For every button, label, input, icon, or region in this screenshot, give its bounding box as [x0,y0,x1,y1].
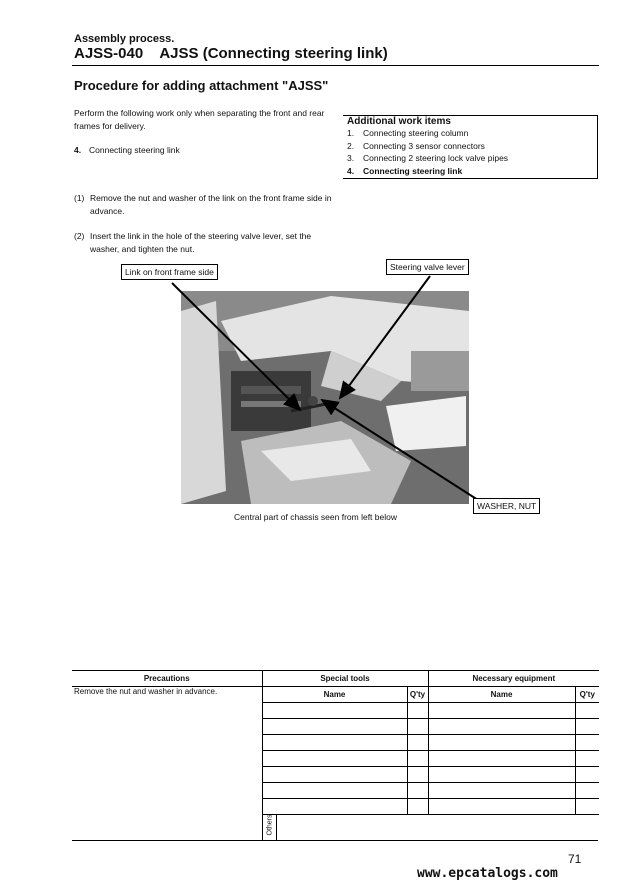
step-1-text: Remove the nut and washer of the link on the front frame side in advance. [90,193,332,216]
precautions-header: Precautions [72,671,262,687]
table-row [72,687,599,703]
others-label: Others [266,813,273,835]
item-label: Connecting steering column [363,128,469,138]
step-2-number: (2) [74,231,85,241]
equipment-name-header: Name [428,687,575,703]
page-number: 71 [568,852,582,866]
intro-text: Perform the following work only when separating the front and rear frames for delivery. [74,108,325,131]
precautions-text: Remove the nut and washer in advance. [72,687,262,842]
item-number: 4. [347,165,355,176]
section-label: Assembly process. [74,33,175,45]
callout-link: Link on front frame side [121,264,218,280]
page-title-text: AJSS (Connecting steering link) [159,45,388,62]
step-1-number: (1) [74,193,85,203]
table-header-row [72,671,599,687]
callout-lever: Steering valve lever [386,259,469,275]
others-cell [276,815,599,842]
watermark: www.epcatalogs.com [417,866,558,881]
callout-washer-nut: WASHER, NUT [473,498,540,514]
current-step-label: Connecting steering link [89,145,180,155]
procedure-title: Procedure for adding attachment "AJSS" [74,78,329,93]
tools-name-header: Name [262,687,407,703]
item-number: 1. [347,128,355,138]
current-step-number: 4. [74,145,82,155]
special-tools-header: Special tools [262,671,428,687]
item-label: Connecting 3 sensor connectors [363,140,485,151]
item-label: Connecting steering link [363,165,463,176]
equipment-header: Necessary equipment [428,671,599,687]
additional-work-title: Additional work items [347,116,451,127]
figure-caption: Central part of chassis seen from left below [234,512,397,522]
item-number: 2. [347,140,355,151]
page-code: AJSS-040 [74,45,144,62]
tools-qty-header: Q'ty [407,687,428,703]
item-number: 3. [347,153,355,163]
others-label-cell [262,815,276,842]
item-label: Connecting 2 steering lock valve pipes [363,153,509,163]
requirements-table [72,670,599,841]
footer-rule [72,840,598,841]
equipment-qty-header: Q'ty [575,687,599,703]
step-2-text: Insert the link in the hole of the steering valve lever, set the washer, and tighten the nut. [90,231,312,254]
